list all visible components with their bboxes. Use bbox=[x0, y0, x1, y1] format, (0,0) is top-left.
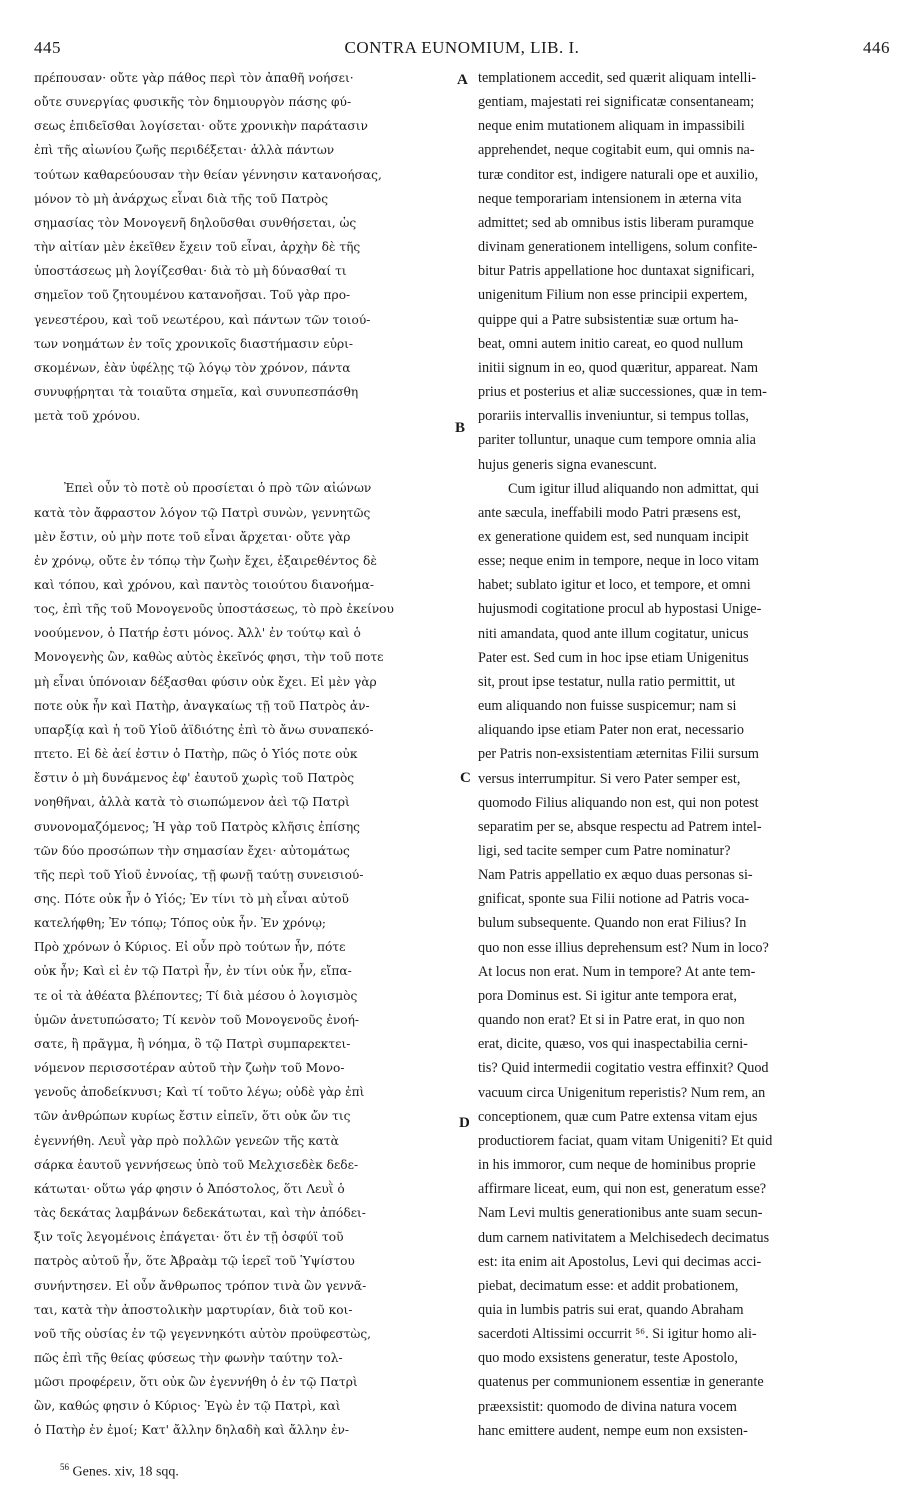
text-line: σημεῖον τοῦ ζητουμένου κατανοῆσαι. Τοῦ γὰρ προ- bbox=[34, 288, 351, 303]
text-line: per Patris non-exsistentiam æternitas Filii sursum bbox=[478, 746, 759, 763]
running-title: CONTRA EUNOMIUM, LIB. I. bbox=[344, 38, 580, 57]
text-line: μόνον τὸ μὴ ἀνάρχως εἶναι διὰ τῆς τοῦ Πατρὸς bbox=[34, 191, 329, 206]
text-line: quo non esse illius deprehensum est? Num in loco? bbox=[478, 939, 769, 956]
text-line: ex generatione quidem est, sed nunquam incipit bbox=[478, 528, 749, 545]
text-line: quippe qui a Patre subsistentiæ suæ ortum ha- bbox=[478, 311, 739, 328]
text-line: hanc emittere audent, nempe eum non exsisten- bbox=[478, 1422, 748, 1439]
section-marker-a: A bbox=[457, 72, 468, 88]
text-line: bulum subsequente. Quando non erat Filius? In bbox=[478, 915, 747, 932]
text-line: versus interrumpitur. Si vero Pater semper est, bbox=[478, 770, 741, 787]
text-line: τος, ἐπὶ τῆς τοῦ Μονογενοῦς ὑποστάσεως, τὸ πρὸ ἐκείνου bbox=[34, 602, 394, 617]
text-line: τὴν αἰτίαν μὲν ἐκεῖθεν ἔχειν τοῦ εἶναι, ἀρχὴν δὲ τῆς bbox=[34, 240, 361, 255]
text-line: erat, dicite, quæso, vos qui inaspectabilia cerni- bbox=[478, 1036, 748, 1053]
text-line: σημασίας τὸν Μονογενῆ δηλοῦσθαι συνθήσεται, ὡς bbox=[34, 215, 357, 230]
text-line: apprehendet, neque cogitabit eum, qui omnis na- bbox=[478, 142, 755, 159]
text-line: γενοῦς ἀποδείκνυσι; Καὶ τί τοῦτο λέγω; οὐδὲ γὰρ ἐπὶ bbox=[34, 1085, 365, 1100]
text-line: σκομένων, ἐὰν ὑφέλῃς τῷ λόγῳ τὸν χρόνον, πάντα bbox=[34, 360, 351, 375]
text-line: præexsistit: quomodo de divina natura vocem bbox=[478, 1398, 737, 1415]
text-line: gnificat, sponte sua Filii notione ad Patris voca- bbox=[478, 891, 750, 908]
text-line: gentiam, majestati rei significatæ consentaneam; bbox=[478, 94, 755, 111]
text-line: ante sæcula, ineffabili modo Patri præsens est, bbox=[478, 504, 741, 521]
text-line: pariter tolluntur, unaque cum tempore omnia alia bbox=[478, 432, 756, 449]
text-line: ὁ Πατὴρ ἐν ἐμοί; Κατ' ἄλλην δηλαδὴ καὶ ἄλλην ἐν- bbox=[34, 1423, 350, 1438]
text-line: separatim per se, absque respectu ad Patrem intel- bbox=[478, 818, 762, 835]
text-line: κατελήφθη; Ἐν τόπῳ; Τόπος οὐκ ἦν. Ἐν χρόνῳ; bbox=[34, 916, 327, 931]
text-line: τε οἱ τὰ ἀθέατα βλέποντες; Τί διὰ μέσου ὁ λογισμὸς bbox=[34, 988, 358, 1003]
text-line: ὑμῶν ἀνετυπώσατο; Τί κενὸν τοῦ Μονογενοῦς ἐνοή- bbox=[34, 1012, 360, 1027]
text-line: beat, omni autem initio careat, eo quod nullum bbox=[478, 335, 744, 352]
text-line: niti amandata, quod ante illum cogitatur, unicus bbox=[478, 625, 749, 642]
text-line: templationem accedit, sed quærit aliquam intelli- bbox=[478, 70, 757, 86]
text-line: τῆς περὶ τοῦ Υἱοῦ ἐννοίας, τῇ φωνῇ ταύτῃ συνεισιού- bbox=[34, 867, 364, 882]
text-line: καὶ τόπου, καὶ χρόνου, καὶ παντὸς τοιούτου διανοήμα- bbox=[34, 577, 374, 592]
text-line: tis? Quid intermedii cogitatio vestra effinxit? Quod bbox=[478, 1060, 769, 1077]
text-line: γενεστέρου, καὶ τοῦ νεωτέρου, καὶ πάντων τῶν τοιού- bbox=[34, 312, 371, 327]
text-line: neque temporariam intensionem in æterna vita bbox=[478, 190, 742, 207]
text-line: τούτων καθαρεύουσαν τὴν θείαν γέννησιν κατανοήσας, bbox=[34, 167, 382, 182]
section-marker-c: C bbox=[460, 770, 471, 786]
latin-column bbox=[478, 66, 890, 1443]
text-line: quo modo exsistens generatur, teste Apostolo, bbox=[478, 1350, 738, 1367]
text-line: κάτωται· οὕτω γάρ φησιν ὁ Ἀπόστολος, ὅτι Λευῒ ὁ bbox=[34, 1181, 345, 1196]
text-line: divinam generationem intelligens, solum confite- bbox=[478, 239, 758, 256]
text-line: Μονογενὴς ὢν, καθὼς αὐτὸς ἐκεῖνός φησι, τὴν τοῦ ποτε bbox=[34, 650, 384, 665]
text-line: sit, prout ipse testatur, nulla ratio permittit, ut bbox=[478, 673, 736, 690]
running-header bbox=[34, 20, 890, 57]
text-line: eum aliquando non fuisse suspicemur; nam si bbox=[478, 698, 737, 715]
footnote-number: 56 bbox=[60, 1462, 69, 1472]
text-line: νοηθῆναι, ἀλλὰ κατὰ τὸ σιωπώμενον ἀεὶ τῷ Πατρὶ bbox=[34, 795, 350, 810]
text-line: quatenus per communionem essentiæ in generante bbox=[478, 1374, 764, 1391]
text-line: οὔτε συνεργίας φυσικῆς τὸν δημιουργὸν πάσης φύ- bbox=[34, 95, 352, 110]
text-line: pora Dominus est. Si igitur ante tempora erat, bbox=[478, 987, 737, 1004]
text-line: συνονομαζόμενος; Ἡ γὰρ τοῦ Πατρὸς κλῆσις ἐπίσης bbox=[34, 819, 361, 834]
text-line: initii signum in eo, quod quæritur, appareat. Nam bbox=[478, 359, 758, 376]
page-number-left: 445 bbox=[34, 38, 61, 57]
text-line: ἐγεννήθη. Λευῒ γὰρ πρὸ πολλῶν γενεῶν τῆς κατὰ bbox=[34, 1133, 339, 1148]
text-line: σεως ἐπιδεῖσθαι λογίσεται· οὔτε χρονικὴν παράτασιν bbox=[34, 119, 368, 134]
section-marker-b: B bbox=[455, 420, 466, 436]
text-line: sacerdoti Altissimi occurrit ⁵⁶. Si igitur homo ali- bbox=[478, 1326, 757, 1343]
text-line: Pater est. Sed cum in hoc ipse etiam Unigenitus bbox=[478, 649, 749, 666]
text-line: των νοημάτων ἐν τοῖς χρονικοῖς διαστήμασιν εὑρι- bbox=[34, 336, 354, 351]
text-line: τῶν ἀνθρώπων κυρίως ἔστιν εἰπεῖν, ὅτι οὐκ ὤν τις bbox=[34, 1109, 351, 1124]
text-line: ται, κατὰ τὴν ἀποστολικὴν μαρτυρίαν, διὰ τοῦ κοι- bbox=[34, 1302, 353, 1317]
text-line: σατε, ἢ πρᾶγμα, ἢ νόημα, ὃ τῷ Πατρὶ συμπαρεκτει- bbox=[34, 1036, 351, 1051]
footnote bbox=[60, 1462, 179, 1481]
text-line: conceptionem, quæ cum Patre extensa vitam ejus bbox=[478, 1108, 758, 1125]
text-line: πῶς ἐπὶ τῆς θείας φύσεως τὴν φωνὴν ταύτην τολ- bbox=[34, 1350, 343, 1365]
text-line: υπαρξίᾳ καὶ ἡ τοῦ Υἱοῦ ἀϊδιότης ἐπὶ τὸ ἄνω συναπεκό- bbox=[34, 722, 374, 737]
text-line: Πρὸ χρόνων ὁ Κύριος. Εἰ οὖν πρὸ τούτων ἦν, πότε bbox=[34, 940, 346, 955]
text-line: ligi, sed tacite semper cum Patre nominatur? bbox=[478, 843, 731, 859]
text-line: ἐπὶ τῆς αἰωνίου ζωῆς περιδέξεται· ἀλλὰ πάντων bbox=[34, 143, 335, 158]
text-line: σης. Πότε οὐκ ἦν ὁ Υἱός; Ἐν τίνι τὸ μὴ εἶναι αὐτοῦ bbox=[34, 892, 349, 906]
text-line: aliquando ipse etiam Pater non erat, necessario bbox=[478, 722, 744, 739]
text-line: quia in lumbis patris sui erat, quando Abraham bbox=[478, 1301, 744, 1318]
text-line: affirmare liceat, eum, qui non est, generatum esse? bbox=[478, 1181, 767, 1198]
text-line: ὢν, καθώς φησιν ὁ Κύριος· Ἐγὼ ἐν τῷ Πατρὶ, καὶ bbox=[34, 1399, 341, 1414]
text-line: Cum igitur illud aliquando non admittat, qui bbox=[508, 480, 760, 497]
text-line: habet; sublato igitur et loco, et tempore, et omni bbox=[478, 577, 751, 594]
text-line: Ἐπεὶ οὖν τὸ ποτὲ οὐ προσίεται ὁ πρὸ τῶν αἰώνων bbox=[64, 481, 372, 496]
text-line: πρέπουσαν· οὔτε γὰρ πάθος περὶ τὸν ἀπαθῆ νοήσει· bbox=[34, 71, 354, 85]
text-line: hujus generis signa evanescunt. bbox=[478, 456, 657, 473]
text-line: in his immoror, cum neque de hominibus proprie bbox=[478, 1157, 756, 1174]
greek-paragraph-1 bbox=[34, 66, 459, 428]
text-line: νοῦ τῆς οὐσίας ἐν τῷ γεγεννηκότι αὐτὸν προϋφεστὼς, bbox=[34, 1326, 372, 1341]
text-line: porariis intervallis inveniuntur, si tempus tollas, bbox=[478, 408, 749, 425]
section-marker-d: D bbox=[459, 1115, 470, 1131]
text-line: συνήντησεν. Εἰ οὖν ἄνθρωπος τρόπον τινὰ ὢν γεννᾶ- bbox=[34, 1278, 367, 1293]
text-line: σάρκα ἑαυτοῦ γεννήσεως ὑπὸ τοῦ Μελχισεδὲκ δεδε- bbox=[34, 1157, 359, 1172]
text-line: μὲν ἔστιν, οὐ μὴν ποτε τοῦ εἶναι ἄρχεται· οὔτε γὰρ bbox=[34, 529, 351, 544]
text-line: τῶν δύο προσώπων τὴν σημασίαν ἔχει· αὐτομάτως bbox=[34, 843, 350, 858]
text-line: At locus non erat. Num in tempore? At ante tem- bbox=[478, 963, 756, 980]
text-line: esse; neque enim in tempore, neque in loco vitam bbox=[478, 553, 759, 570]
text-line: unigenitum Filium non esse principii expertem, bbox=[478, 287, 748, 304]
greek-paragraph-2 bbox=[34, 476, 459, 1442]
text-line: piebat, decimatum esse: et addit probationem, bbox=[478, 1277, 739, 1294]
text-line: μὴ εἶναι ὑπόνοιαν δέξασθαι φύσιν οὐκ ἔχει. Εἰ μὲν γὰρ bbox=[34, 674, 377, 689]
text-line: Nam Patris appellatio ex æquo duas personas si- bbox=[478, 867, 753, 884]
text-line: neque enim mutationem aliquam in impassibili bbox=[478, 118, 745, 135]
text-line: vacuum circa Unigenitum reperistis? Num rem, an bbox=[478, 1084, 766, 1101]
text-line: πτετο. Εἰ δὲ ἀεί ἐστιν ὁ Πατὴρ, πῶς ὁ Υἱός ποτε οὐκ bbox=[34, 747, 358, 762]
text-line: turæ conditor est, indigere naturali ope et auxilio, bbox=[478, 166, 759, 183]
text-line: quomodo Filius aliquando non est, qui non potest bbox=[478, 794, 759, 811]
text-line: νοούμενον, ὁ Πατήρ ἐστι μόνος. Ἀλλ' ἐν τούτῳ καὶ ὁ bbox=[34, 626, 361, 641]
text-line: τὰς δεκάτας λαμβάνων δεδεκάτωται, καὶ τὴν ἀπόδει- bbox=[34, 1206, 366, 1221]
text-line: πατρὸς αὐτοῦ ἦν, ὅτε Ἀβραὰμ τῷ ἱερεῖ τοῦ Ὑψίστου bbox=[34, 1254, 355, 1269]
text-line: ξιν τοῖς λεγομένοις ἐπάγεται· ὅτι ἐν τῇ ὀσφύϊ τοῦ bbox=[34, 1230, 344, 1245]
latin-paragraph-1 bbox=[478, 66, 890, 477]
text-line: hujusmodi cogitatione procul ab hypostasi Unige- bbox=[478, 601, 762, 618]
text-line: συνυφῄρηται τὰ τοιαῦτα σημεῖα, καὶ συνυπεσπάσθη bbox=[34, 385, 359, 400]
text-line: κατὰ τὸν ἄφραστον λόγον τῷ Πατρὶ συνὼν, γεννητῶς bbox=[34, 505, 371, 520]
text-line: Nam Levi multis generationibus ante suam secun- bbox=[478, 1205, 763, 1222]
text-line: est: ita enim ait Apostolus, Levi qui decimas acci- bbox=[478, 1253, 762, 1270]
text-line: admittet; sed ab omnibus istis liberam puramque bbox=[478, 214, 754, 231]
text-line: quando non erat? Et si in Patre erat, in quo non bbox=[478, 1012, 745, 1029]
text-line: μῶσι προφέρειν, ὅτι οὐκ ὢν ἐγεννήθη ὁ ἐν τῷ Πατρὶ bbox=[34, 1375, 358, 1390]
text-line: dum carnem nativitatem a Melchisedech decimatus bbox=[478, 1229, 770, 1246]
text-line: οὐκ ἦν; Καὶ εἰ ἐν τῷ Πατρὶ ἦν, ἐν τίνι οὐκ ἦν, εἴπα- bbox=[34, 964, 352, 979]
text-line: prius et posterius et aliæ successiones, quæ in tem- bbox=[478, 384, 767, 401]
page-number-right: 446 bbox=[863, 38, 890, 57]
text-line: μετὰ τοῦ χρόνου. bbox=[34, 409, 141, 424]
text-line: productiorem faciat, quam vitam Unigeniti? Et quid bbox=[478, 1132, 773, 1149]
greek-column bbox=[34, 66, 459, 1443]
text-line: bitur Patris appellatione hoc duntaxat significari, bbox=[478, 263, 755, 280]
text-line: ἔστιν ὁ μὴ δυνάμενος ἐφ' ἑαυτοῦ χωρὶς τοῦ Πατρὸς bbox=[34, 771, 355, 786]
footnote-text: Genes. xiv, 18 sqq. bbox=[72, 1464, 179, 1480]
text-line: ὑποστάσεως μὴ λογίζεσθαι· διὰ τὸ μὴ δύνασθαί τι bbox=[34, 264, 347, 279]
latin-paragraph-2 bbox=[478, 477, 890, 1443]
text-line: νόμενον περισσοτέραν αὐτοῦ τὴν ζωὴν τοῦ Μονο- bbox=[34, 1061, 345, 1076]
text-line: ἐν χρόνῳ, οὔτε ἐν τόπῳ τὴν ζωὴν ἔχει, ἐξαιρεθέντος δὲ bbox=[34, 553, 377, 568]
text-line: ποτε οὐκ ἦν καὶ Πατὴρ, ἀναγκαίως τῇ τοῦ Πατρὸς ἀν- bbox=[34, 698, 370, 713]
